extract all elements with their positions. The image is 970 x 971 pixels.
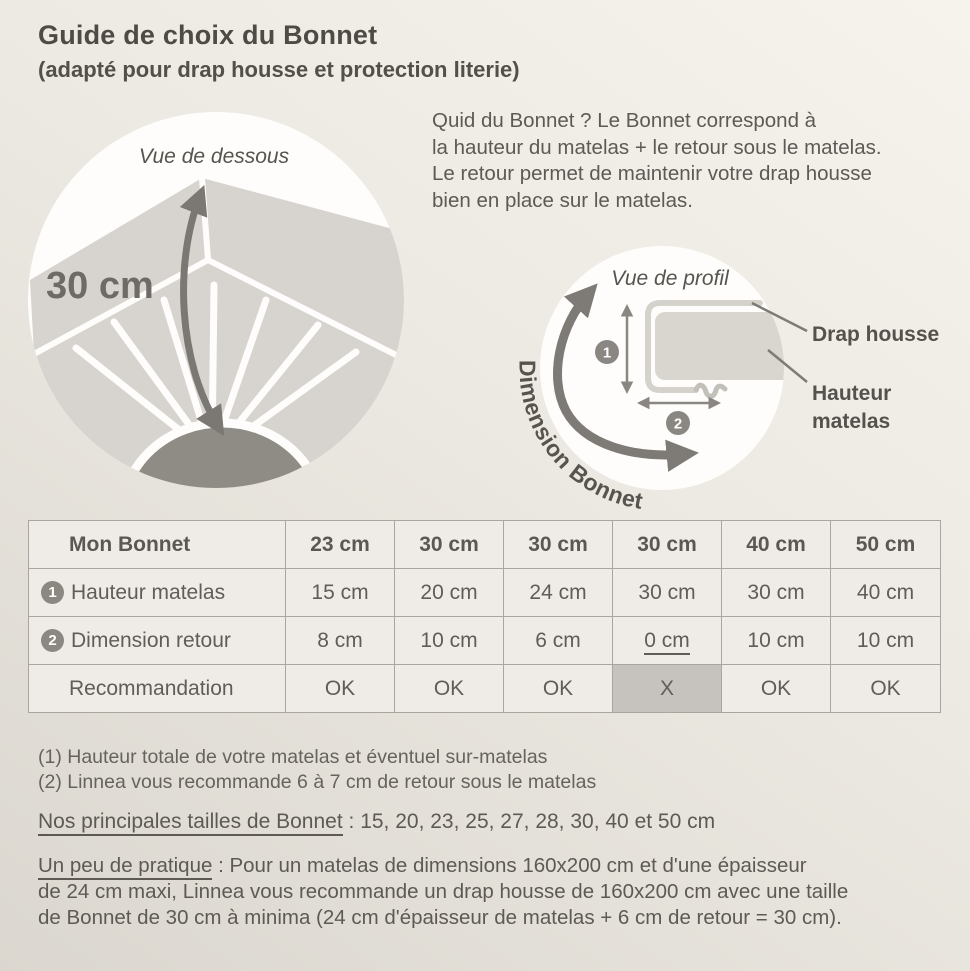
row-label-recommandation: Recommandation: [29, 665, 286, 713]
table-row-recommandation: [29, 665, 941, 713]
intro-paragraph: [432, 108, 882, 214]
practice-line-1: Un peu de pratique : Pour un matelas de dimensions 160x200 cm et d'une épaisseur: [38, 853, 848, 879]
svg-text:2: 2: [673, 415, 683, 433]
cell-bonnet-2: 30 cm: [395, 521, 504, 569]
cell-reco-4-highlighted: X: [613, 665, 722, 713]
cell-reco-5: OK: [722, 665, 831, 713]
callout-hauteur-matelas-line1: Hauteur: [812, 382, 892, 405]
intro-line-3: Le retour permet de maintenir votre drap housse: [432, 162, 872, 185]
cell-reco-6: OK: [831, 665, 941, 713]
cell-retour-2: 10 cm: [395, 617, 504, 665]
cell-hauteur-2: 20 cm: [395, 569, 504, 617]
cell-retour-4: [613, 617, 722, 665]
cell-hauteur-4: 30 cm: [613, 569, 722, 617]
sizes-lead: Nos principales tailles de Bonnet: [38, 810, 343, 836]
row-label-mon-bonnet: Mon Bonnet: [29, 521, 286, 569]
table-row-bonnet: [29, 521, 941, 569]
bonnet-size-table: [28, 520, 941, 713]
cell-bonnet-3: 30 cm: [504, 521, 613, 569]
bottom-view-diagram: [16, 100, 416, 500]
badge-2: [666, 411, 690, 435]
page-subtitle: (adapté pour drap housse et protection literie): [38, 57, 520, 82]
bottom-view-caption: Vue de dessous: [138, 145, 290, 168]
cell-retour-6: 10 cm: [831, 617, 941, 665]
cell-reco-3: OK: [504, 665, 613, 713]
cell-hauteur-3: 24 cm: [504, 569, 613, 617]
practice-lead: Un peu de pratique: [38, 854, 212, 880]
practice-line-3: de Bonnet de 30 cm à minima (24 cm d'épaisseur de matelas + 6 cm de retour = 30 cm).: [38, 906, 842, 929]
cell-retour-1: 8 cm: [286, 617, 395, 665]
cell-hauteur-6: 40 cm: [831, 569, 941, 617]
practice-paragraph: [38, 853, 848, 931]
cell-bonnet-1: 23 cm: [286, 521, 395, 569]
intro-line-4: bien en place sur le matelas.: [432, 188, 693, 212]
practice-line-2: de 24 cm maxi, Linnea vous recommande un drap housse de 160x200 cm avec une taille: [38, 880, 849, 903]
underlined-value: 0 cm: [644, 629, 690, 655]
intro-line-1: Quid du Bonnet ? Le Bonnet correspond à: [432, 109, 817, 132]
sizes-values: : 15, 20, 23, 25, 27, 28, 30, 40 et 50 cm: [342, 810, 716, 833]
dimension-bonnet-label: Dimension Bonnet: [514, 359, 646, 514]
badge-2-icon: 2: [41, 629, 64, 652]
callout-hauteur-matelas-line2: matelas: [812, 410, 891, 433]
svg-text:1: 1: [602, 344, 612, 362]
table-row-dimension-retour: [29, 617, 941, 665]
row-label-hauteur-matelas: 1 Hauteur matelas: [29, 569, 286, 617]
cell-bonnet-6: 50 cm: [831, 521, 941, 569]
cell-hauteur-5: 30 cm: [722, 569, 831, 617]
badge-1-icon: 1: [41, 581, 64, 604]
callout-drap-housse: Drap housse: [812, 323, 940, 346]
cell-retour-3: 6 cm: [504, 617, 613, 665]
profile-view-caption: Vue de profil: [611, 267, 729, 290]
page-title: Guide de choix du Bonnet: [38, 20, 378, 50]
row-label-dimension-retour: 2 Dimension retour: [29, 617, 286, 665]
cell-reco-2: OK: [395, 665, 504, 713]
footnote-1: (1) Hauteur totale de votre matelas et éventuel sur-matelas: [38, 746, 548, 768]
intro-line-2: la hauteur du matelas + le retour sous le matelas.: [432, 135, 882, 159]
footnote-2: (2) Linnea vous recommande 6 à 7 cm de retour sous le matelas: [38, 770, 597, 793]
mattress-side: [655, 312, 795, 380]
cell-reco-1: OK: [286, 665, 395, 713]
cell-bonnet-5: 40 cm: [722, 521, 831, 569]
available-sizes-line: [38, 810, 715, 834]
cell-retour-5: 10 cm: [722, 617, 831, 665]
table-row-hauteur-matelas: [29, 569, 941, 617]
badge-1: [595, 340, 619, 364]
cell-hauteur-1: 15 cm: [286, 569, 395, 617]
bonnet-measurement-label: 30 cm: [46, 265, 154, 307]
footnotes: [38, 745, 596, 794]
profile-view-diagram: [490, 225, 970, 525]
cell-bonnet-4: 30 cm: [613, 521, 722, 569]
